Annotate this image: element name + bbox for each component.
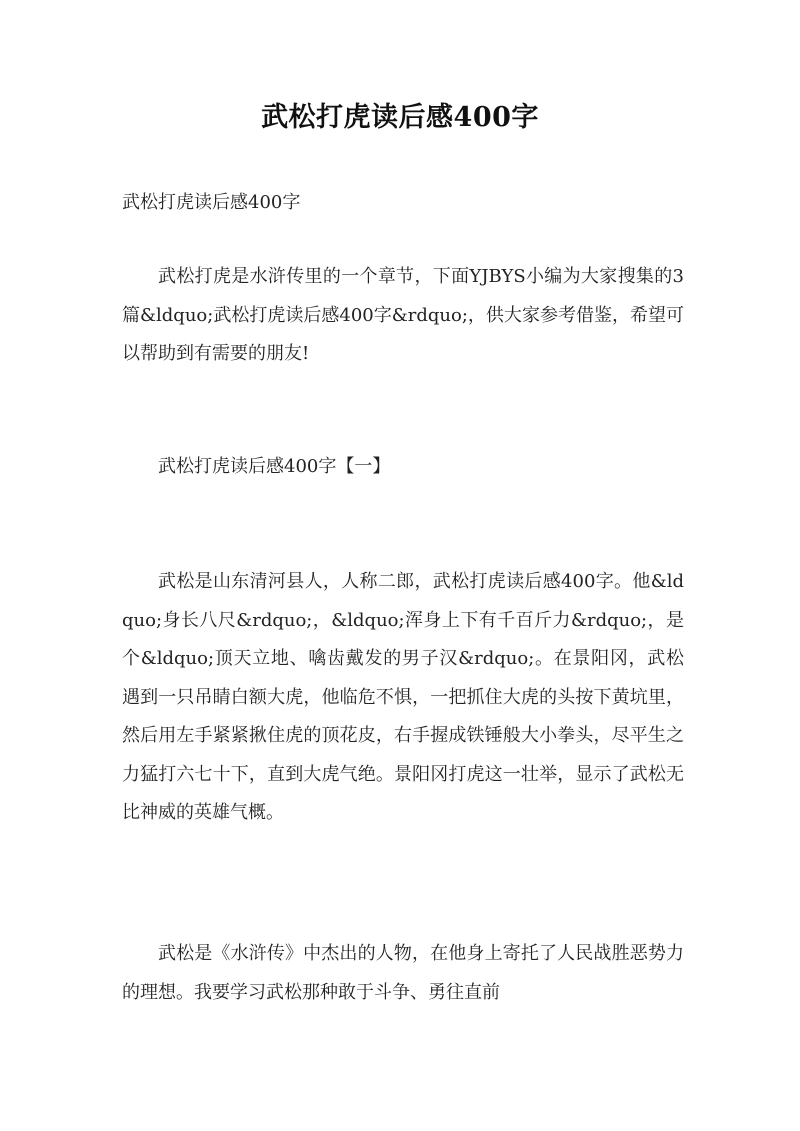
body-paragraph: 武松是《水浒传》中杰出的人物，在他身上寄托了人民战胜恶势力的理想。我要学习武松那种敢于斗争、勇往直前 (122, 943, 684, 1003)
intro-paragraph: 武松打虎是水浒传里的一个章节，下面YJBYS小编为大家搜集的3篇&ldquo;武松打虎读后感400字&rdquo;，供大家参考借鉴，希望可以帮助到有需要的朋友! (122, 266, 684, 364)
page-title: 武松打虎读后感400字 (261, 102, 539, 133)
document-subtitle: 武松打虎读后感400字 (122, 192, 301, 213)
section-heading: 武松打虎读后感400字【一】 (158, 456, 391, 477)
body-paragraph: 武松是山东清河县人，人称二郎，武松打虎读后感400字。他&ldquo;身长八尺&rdquo;，&ldquo;浑身上下有千百斤力&rdquo;，是个&ldquo;顶天立地、噙齿戴发的男子汉&rdquo;。在景阳冈，武松遇到一只吊睛白额大虎，他临危不惧，一把抓住大虎的头按下黄坑里，然后用左手紧紧揪住虎的顶花皮，右手握成铁锤般大小拳头，尽平生之力猛打六七十下，直到大虎气绝。景阳冈打虎这一壮举，显示了武松无比神威的英雄气概。 (122, 571, 684, 823)
